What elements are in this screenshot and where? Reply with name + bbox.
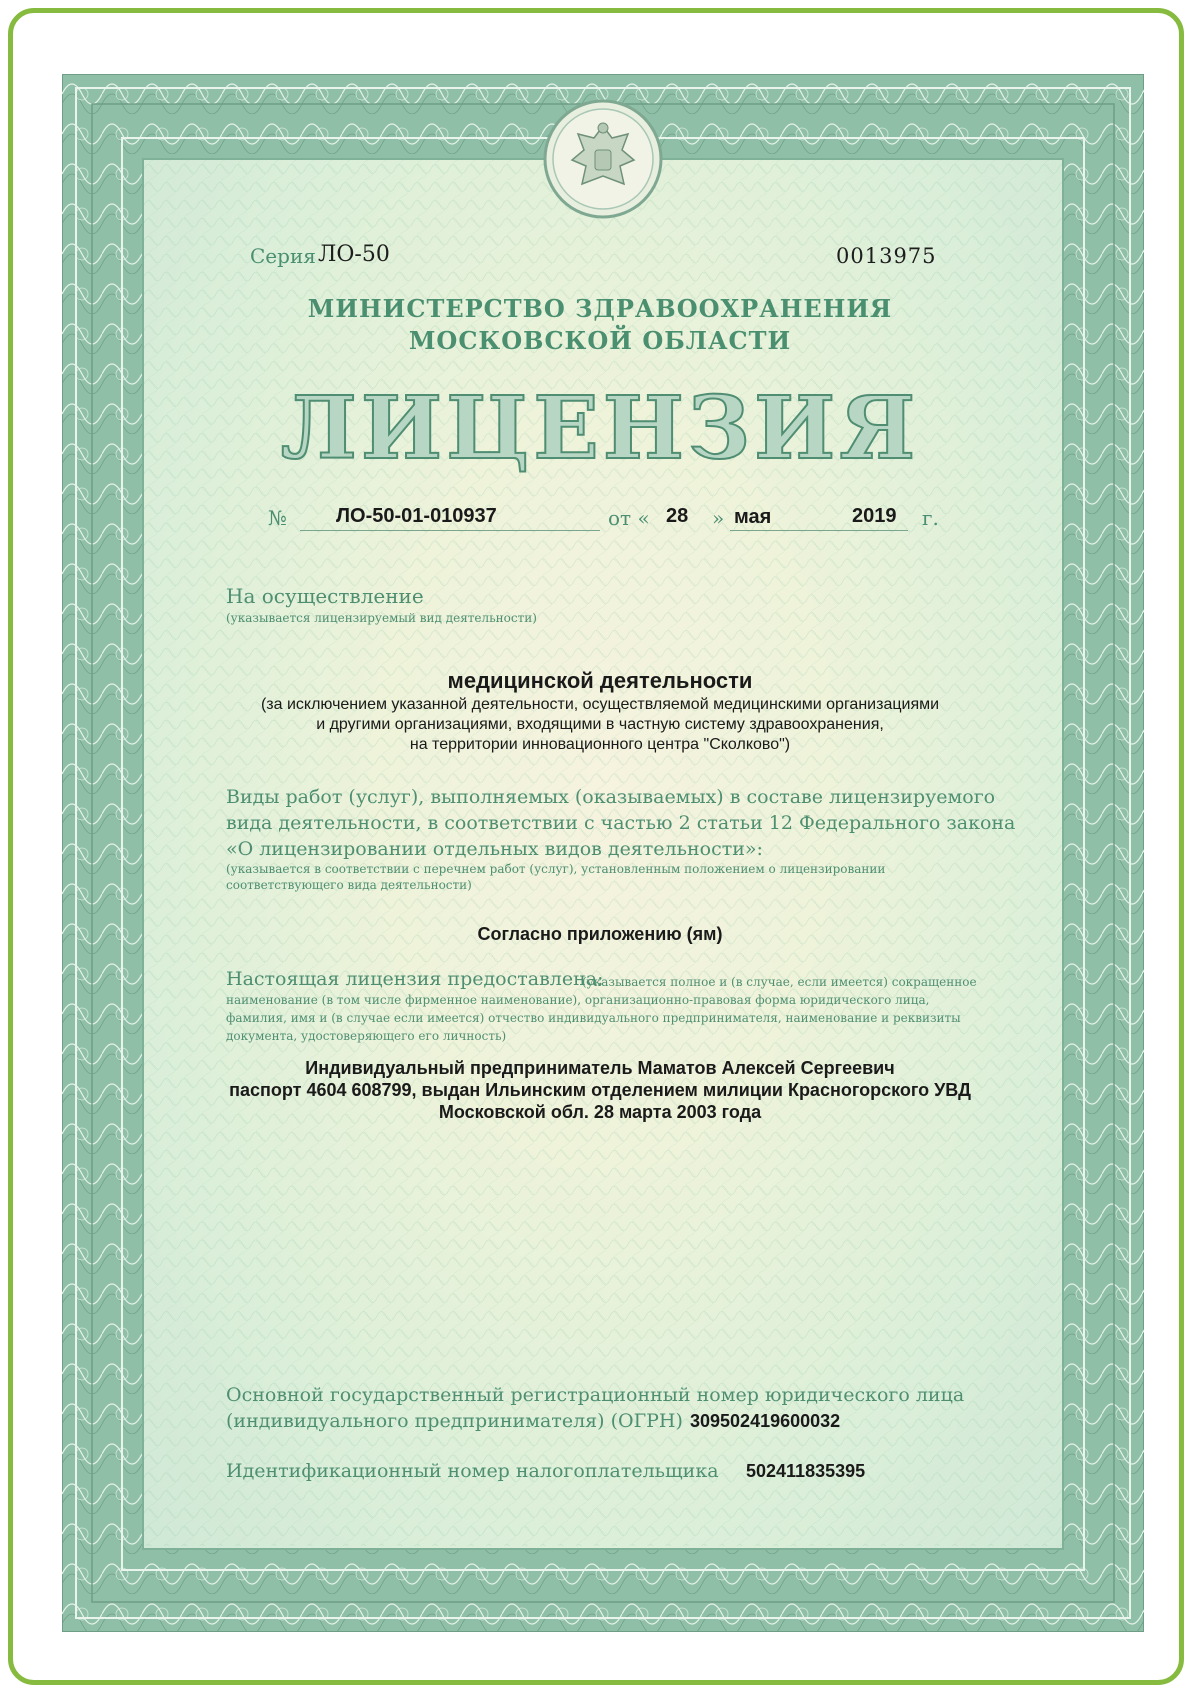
holder-line-3: Московской обл. 28 марта 2003 года xyxy=(438,1102,762,1122)
number-underline xyxy=(300,530,600,531)
coat-of-arms-emblem xyxy=(542,98,664,220)
inn-value: 502411835395 xyxy=(746,1461,866,1481)
year-suffix: г. xyxy=(922,506,939,530)
from-label: от « xyxy=(608,506,650,530)
works-line-2: вида деятельности, в соответствии с частью 2 статьи 12 Федерального закона xyxy=(226,812,1016,834)
granted-hint-3: фамилия, имя и (в случае если имеется) отчество индивидуального предпринимателя, наименование и реквизиты xyxy=(226,1011,961,1025)
works-hint-2: соответствующего вида деятельности) xyxy=(226,878,472,892)
blank-number: 0013975 xyxy=(836,244,937,268)
activity-name: медицинской деятельности xyxy=(447,668,753,693)
ogrn-label-2: (индивидуального предпринимателя) (ОГРН) xyxy=(226,1410,683,1432)
ministry-line-1: МИНИСТЕРСТВО ЗДРАВООХРАНЕНИЯ xyxy=(307,294,893,323)
activity-note-3: на территории инновационного центра "Сколково") xyxy=(409,736,791,753)
ogrn-label-1: Основной государственный регистрационный номер юридического лица xyxy=(226,1384,965,1406)
license-year: 2019 xyxy=(852,505,897,527)
activity-note-1: (за исключением указанной деятельности, осуществляемой медицинскими организациями xyxy=(260,696,940,713)
ministry-line-2: МОСКОВСКОЙ ОБЛАСТИ xyxy=(408,326,792,355)
license-day: 28 xyxy=(666,505,689,527)
series-value: ЛО-50 xyxy=(318,242,390,267)
works-line-1: Виды работ (услуг), выполняемых (оказываемых) в составе лицензируемого xyxy=(226,786,996,808)
number-symbol: № xyxy=(268,506,287,530)
works-hint-1: (указывается в соответствии с перечнем работ (услуг), установленным положением о лицензировании xyxy=(226,862,886,876)
activity-label: На осуществление xyxy=(226,584,424,608)
inn-label: Идентификационный номер налогоплательщика xyxy=(226,1460,719,1482)
granted-label: Настоящая лицензия предоставлена: xyxy=(226,968,604,990)
granted-hint-1: (указывается полное и (в случае, если имеется) сокращенное xyxy=(582,975,977,989)
series-label: Серия xyxy=(250,244,316,268)
license-month: мая xyxy=(734,506,772,528)
granted-hint-4: документа, удостоверяющего его личность) xyxy=(226,1029,507,1043)
works-value: Согласно приложению (ям) xyxy=(477,924,723,944)
document-title: ЛИЦЕНЗИЯ xyxy=(280,378,920,479)
holder-line-2: паспорт 4604 608799, выдан Ильинским отделением милиции Красногорского УВД xyxy=(229,1080,971,1100)
activity-note-2: и другими организациями, входящими в частную систему здравоохранения, xyxy=(316,716,884,733)
granted-hint-2: наименование (в том числе фирменное наименование), организационно-правовая форма юридического лица, xyxy=(226,993,930,1007)
activity-hint: (указывается лицензируемый вид деятельности) xyxy=(226,611,537,625)
ogrn-value: 309502419600032 xyxy=(690,1411,841,1431)
close-quote: » xyxy=(712,506,725,530)
license-number: ЛО-50-01-010937 xyxy=(336,505,497,527)
works-line-3: «О лицензировании отдельных видов деятельности»: xyxy=(226,838,763,860)
date-underline xyxy=(730,530,908,531)
holder-line-1: Индивидуальный предприниматель Маматов Алексей Сергеевич xyxy=(305,1058,895,1078)
